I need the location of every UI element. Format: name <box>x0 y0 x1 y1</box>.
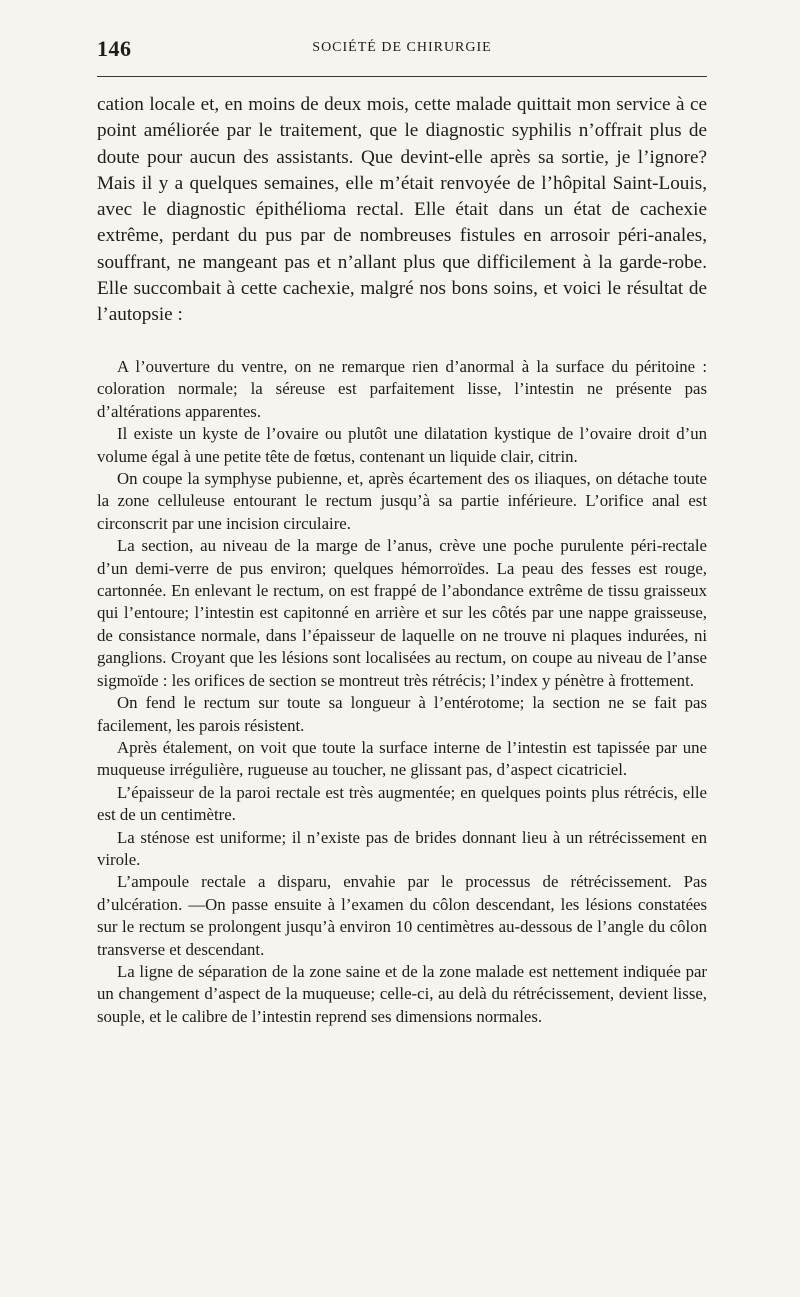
header-rule <box>97 76 707 77</box>
autopsy-paragraph-3: On coupe la symphyse pubienne, et, après écartement des os iliaques, on détache toute la zone celluleuse entourant le rectum jusqu’à sa partie inférieure. L’orifice anal est circonscrit par une incision circulaire. <box>97 469 707 533</box>
running-head <box>97 36 707 66</box>
autopsy-paragraph-10: La ligne de séparation de la zone saine et de la zone malade est nettement indiquée par un changement d’aspect de la muqueuse; celle-ci, au delà du rétrécissement, devient lisse, souple, et le calibre de l’intestin reprend ses dimensions normales. <box>97 961 707 1026</box>
autopsy-report <box>97 356 707 1028</box>
autopsy-paragraph-9: L’ampoule rectale a disparu, envahie par le processus de rétrécissement. Pas d’ulcération. —On passe ensuite à l’examen du côlon descendant, les lésions constatées sur le rectum se prolongent jusqu’à environ 10 centimètres au-dessous de l’angle du côlon transverse et descendant. <box>97 872 707 959</box>
body-text: cation locale et, en moins de deux mois, cette malade quittait mon service à ce point améliorée par le traitement, que le diagnostic syphilis n’offrait plus de doute pour aucun des assistants. Que devint-elle après sa sortie, je l’ignore? Mais il y a quelques semaines, elle m’était renvoyée de l’hôpital Saint-Louis, avec le diagnostic épithélioma rectal. Elle était dans un état de cachexie extrême, perdant du pus par de nombreuses fistules en arrosoir péri-anales, souffrant, ne mangeant pas et n’allant plus que difficilement à la garde-robe. Elle succombait à cette cachexie, malgré nos bons soins, et voici le résultat de l’autopsie : <box>97 94 707 326</box>
autopsy-paragraph-6: Après étalement, on voit que toute la surface interne de l’intestin est tapissée par une muqueuse irrégulière, rugueuse au toucher, ne glissant pas, d’aspect cicatriciel. <box>97 737 707 780</box>
autopsy-paragraph-7: L’épaisseur de la paroi rectale est très augmentée; en quelques points plus rétrécis, elle est de un centimètre. <box>97 782 707 825</box>
autopsy-paragraph-1: A l’ouverture du ventre, on ne remarque rien d’anormal à la surface du péritoine : coloration normale; la séreuse est parfaitement lisse, l’intestin ne présente pas d’altérations apparentes. <box>97 357 707 421</box>
page-number: 146 <box>97 36 132 61</box>
autopsy-paragraph-2: Il existe un kyste de l’ovaire ou plutôt une dilatation kystique de l’ovaire droit d’un volume égal à une petite tête de fœtus, contenant un liquide clair, citrin. <box>97 424 707 466</box>
journal-title: SOCIÉTÉ DE CHIRURGIE <box>312 40 492 55</box>
autopsy-paragraph-8: La sténose est uniforme; il n’existe pas de brides donnant lieu à un rétrécissement en virole. <box>97 827 707 869</box>
main-paragraph <box>97 92 707 329</box>
autopsy-paragraph-5: On fend le rectum sur toute sa longueur à l’entérotome; la section ne se fait pas facilement, les parois résistent. <box>97 693 707 735</box>
autopsy-paragraph-4: La section, au niveau de la marge de l’anus, crève une poche purulente péri-rectale d’un demi-verre de pus environ; quelques hémorroïdes. La peau des fesses est rouge, cartonnée. En enlevant le rectum, on est frappé de l’abondance extrême de tissu graisseux qui l’entoure; l’intestin est capitonné en arrière et sur les côtés par une nappe graisseuse, de consistance normale, dans l’épaisseur de laquelle on ne trouve ni plaques indurées, ni ganglions. Croyant que les lésions sont localisées au rectum, on coupe au niveau de l’anse sigmoïde : les orifices de section se montreut très rétrécis; l’index y pénètre à frottement. <box>97 536 707 690</box>
